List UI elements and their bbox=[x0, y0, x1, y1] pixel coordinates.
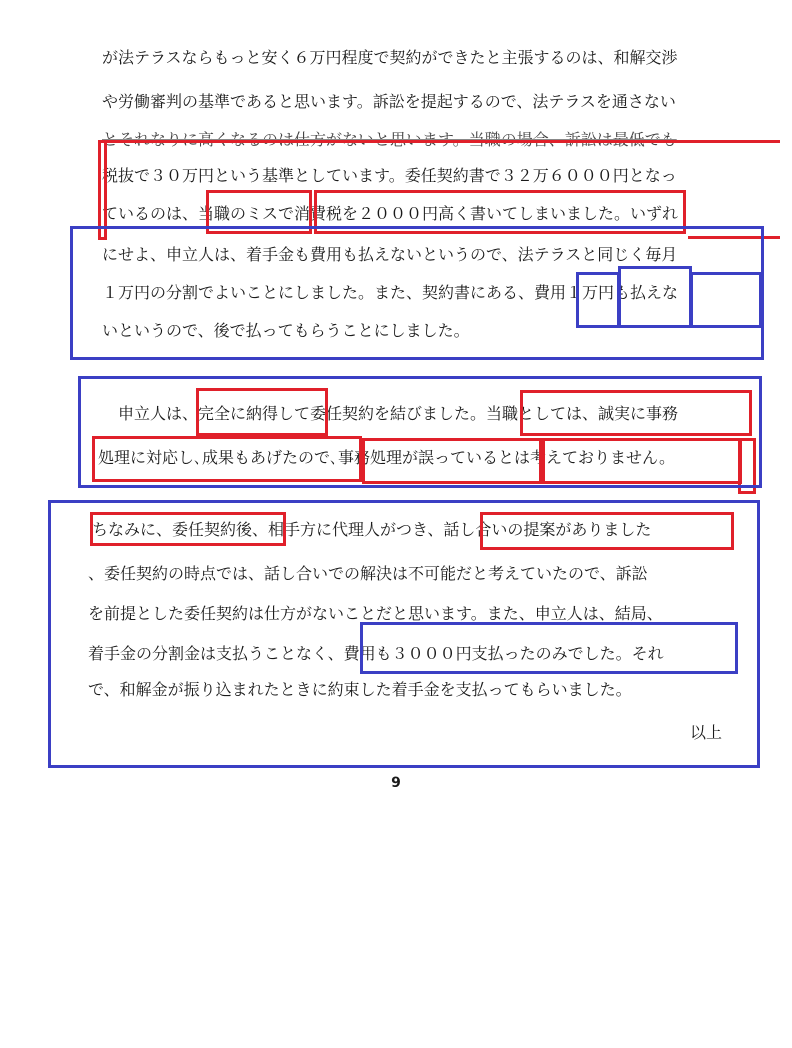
blue-box-3000-yen bbox=[360, 622, 738, 674]
blue-box-paragraph-2 bbox=[78, 376, 762, 488]
text-line: にせよ、申立人は、着手金も費用も払えないというので、法テラスと同じく毎月 bbox=[102, 245, 678, 264]
text-line: を前提とした委任契約は仕方がないことだと思います。また、申立人は、結局、 bbox=[88, 604, 663, 623]
text-line: 税抜で３０万円という基準としています。委任契約書で３２万６０００円となっ bbox=[102, 166, 677, 185]
closing-ijou: 以上 bbox=[690, 723, 723, 742]
text-line: で、和解金が振り込まれたときに約束した着手金を支払ってもらいました。 bbox=[88, 680, 632, 699]
blue-box-cost bbox=[576, 272, 620, 328]
blue-box-10000-yen bbox=[618, 266, 692, 328]
red-top-line bbox=[98, 140, 780, 143]
text-line: 申立人は、完全に納得して委任契約を結びました。当職としては、誠実に事務 bbox=[118, 404, 679, 423]
text-line: ちなみに、委任契約後、相手方に代理人がつき、話し合いの提案がありました bbox=[92, 520, 652, 539]
page-number: 9 bbox=[391, 775, 401, 791]
blue-box-cannot-pay bbox=[690, 272, 762, 328]
text-line: １万円の分割でよいことにしました。また、契約書にある、費用１万円も払えな bbox=[102, 283, 679, 302]
text-line: 着手金の分割金は支払うことなく、費用も３０００円支払ったのみでした。それ bbox=[88, 644, 664, 663]
text-line: が法テラスならもっと安く６万円程度で契約ができたと主張するのは、和解交渉 bbox=[102, 48, 678, 67]
text-line: ているのは、当職のミスで消費税を２０００円高く書いてしまいました。いずれ bbox=[102, 204, 679, 223]
text-line: いというので、後で払ってもらうことにしました。 bbox=[102, 321, 470, 340]
red-left-bracket bbox=[98, 140, 107, 240]
text-line: 、委任契約の時点では、話し合いでの解決は不可能だと考えていたので、訴訟 bbox=[88, 564, 648, 583]
text-line: 処理に対応し､成果もあげたので､事務処理が誤っているとは考えておりません。 bbox=[98, 448, 675, 467]
text-line: や労働審判の基準であると思います。訴訟を提起するので、法テラスを通さない bbox=[102, 92, 676, 111]
